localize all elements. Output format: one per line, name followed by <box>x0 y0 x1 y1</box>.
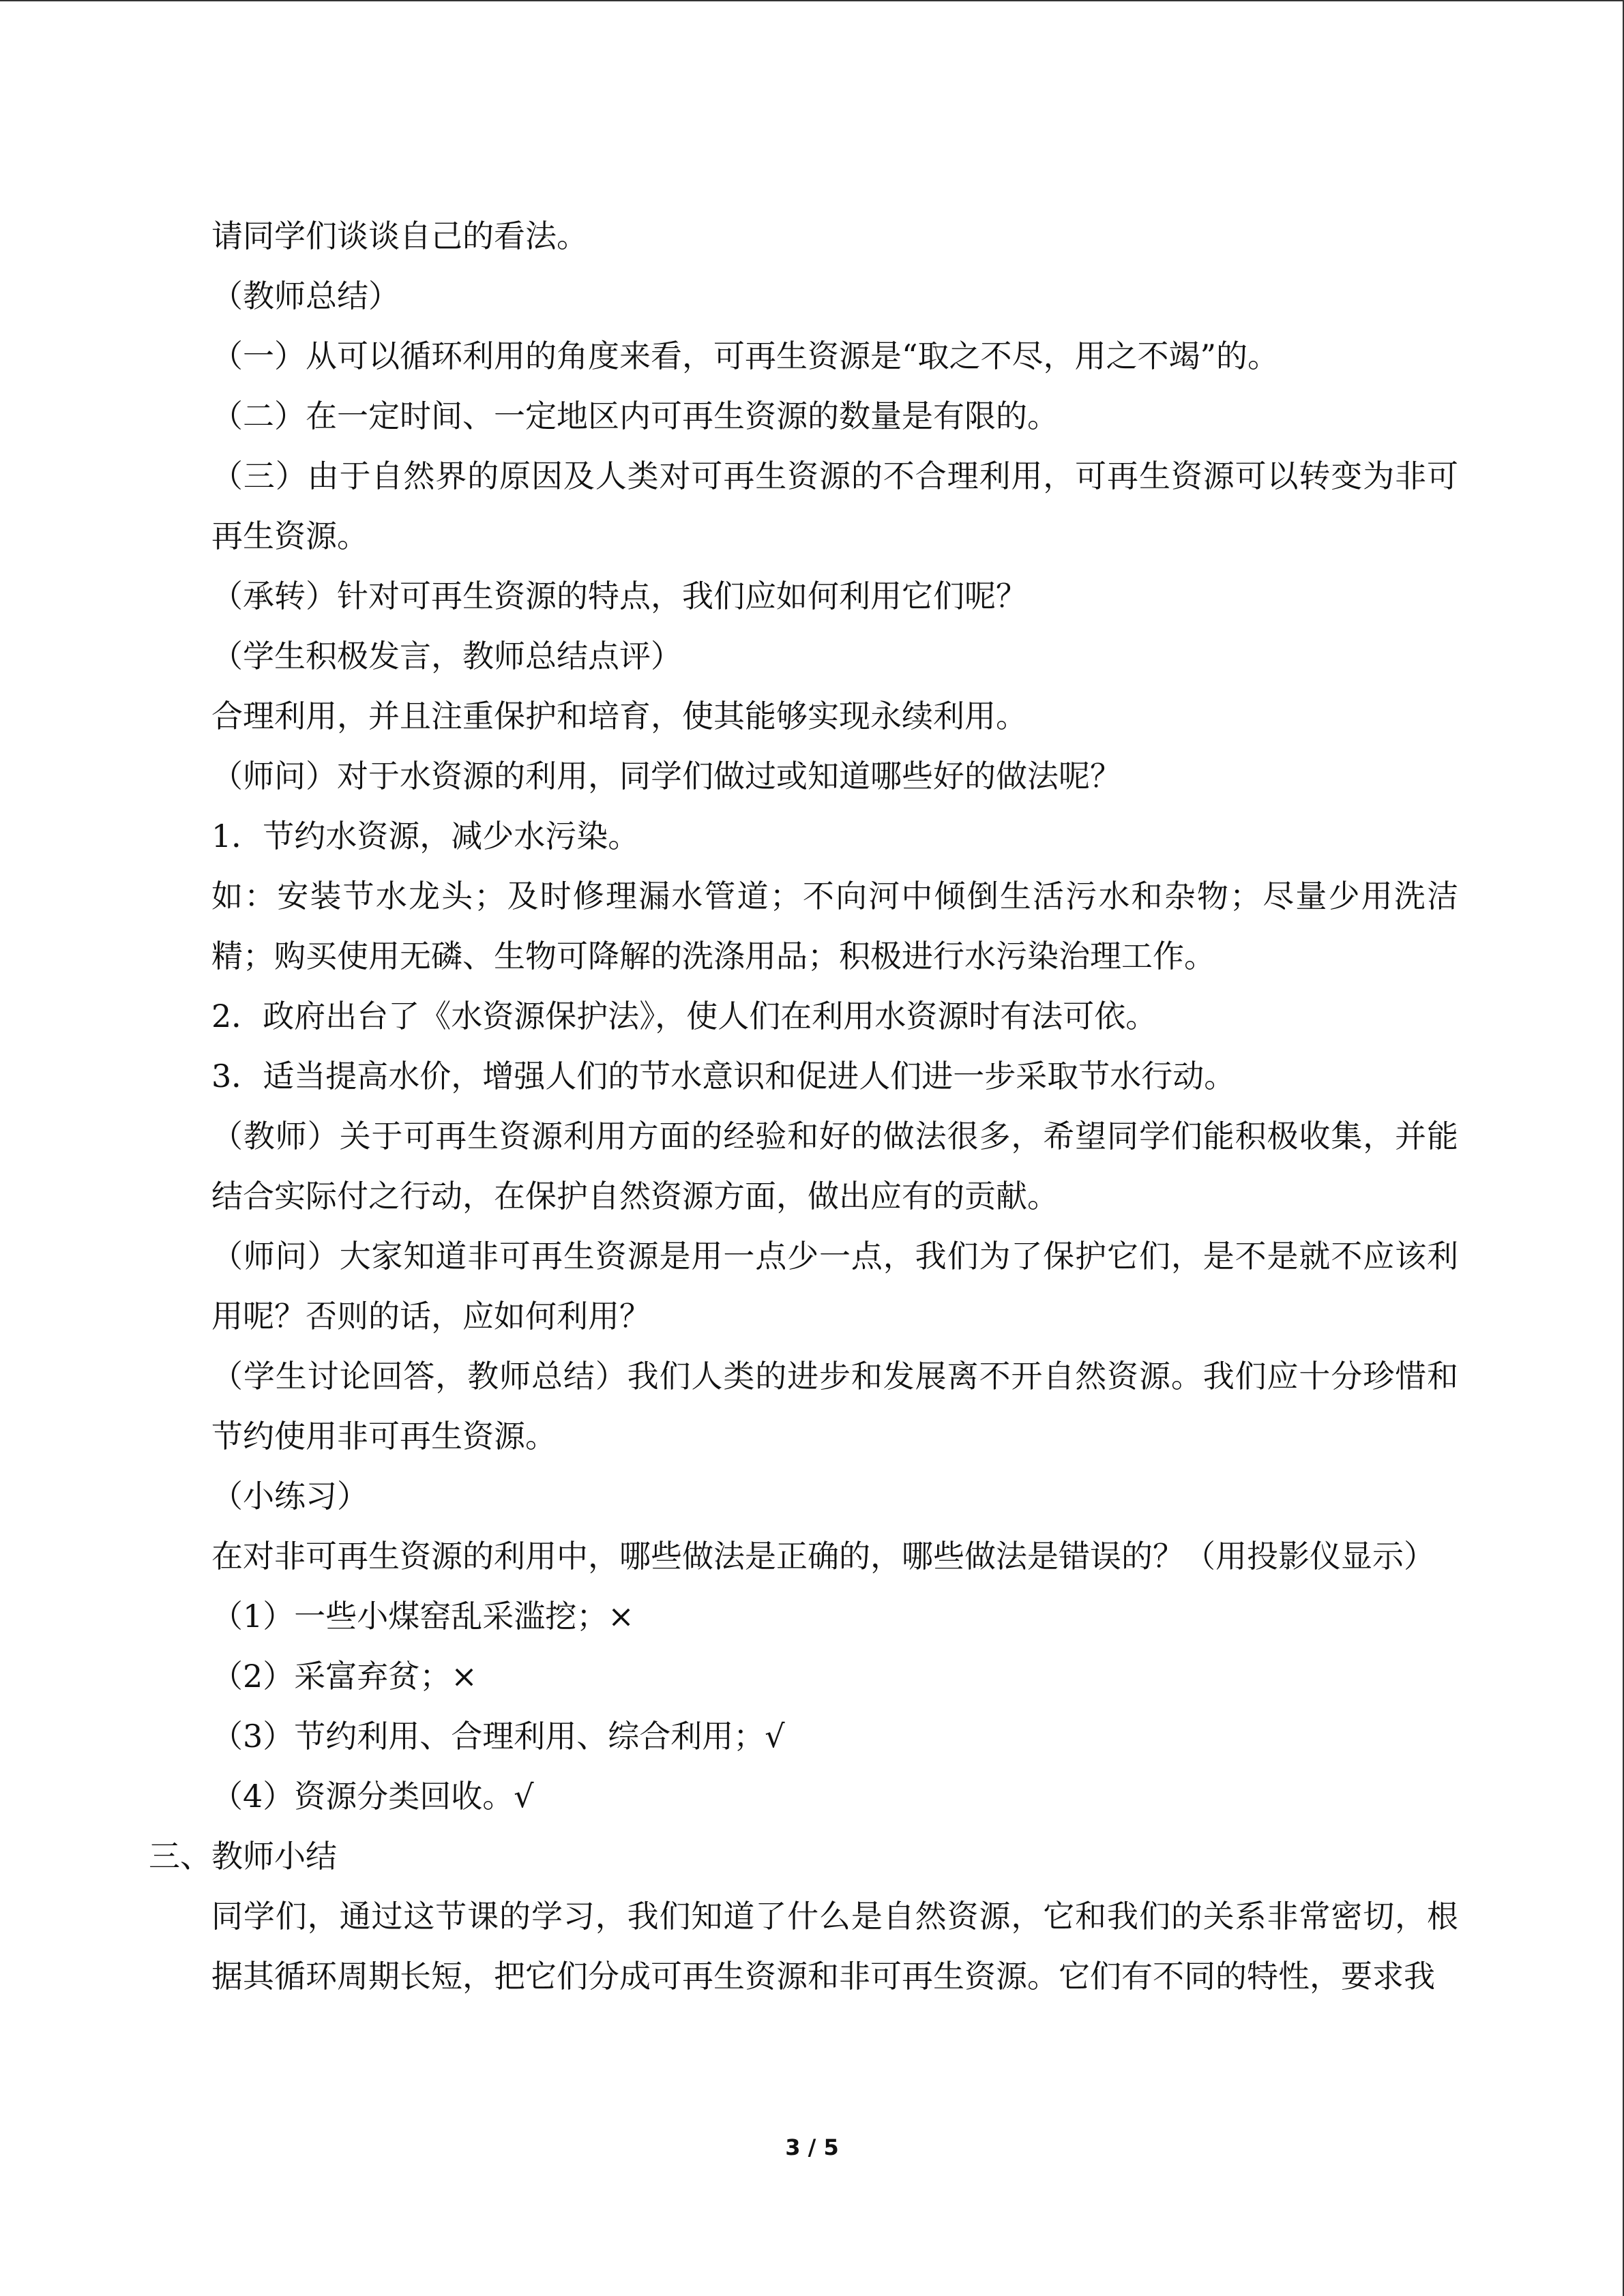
list-item: （1）一些小煤窑乱采滥挖；× <box>211 1598 634 1635</box>
paragraph: （一）从可以循环利用的角度来看，可再生资源是“取之不尽，用之不竭”的。 <box>211 338 1280 374</box>
paragraph: 在对非可再生资源的利用中，哪些做法是正确的，哪些做法是错误的？（用投影仪显示） <box>211 1538 1435 1575</box>
section-heading: 三、教师小结 <box>149 1838 337 1875</box>
paragraph: （学生讨论回答，教师总结）我们人类的进步和发展离不开自然资源。我们应十分珍惜和节约使用非可再生资源。 <box>211 1358 1458 1455</box>
paragraph: （教师总结） <box>211 278 400 314</box>
document-body <box>149 206 1458 2006</box>
paragraph: （教师）关于可再生资源利用方面的经验和好的做法很多，希望同学们能积极收集，并能结合实际付之行动，在保护自然资源方面，做出应有的贡献。 <box>211 1118 1458 1214</box>
paragraph: （三）由于自然界的原因及人类对可再生资源的不合理利用，可再生资源可以转变为非可再生资源。 <box>211 458 1458 554</box>
paragraph: 合理利用，并且注重保护和培育，使其能够实现永续利用。 <box>211 698 1027 734</box>
list-item: （4）资源分类回收。√ <box>211 1778 534 1815</box>
paragraph: （承转）针对可再生资源的特点，我们应如何利用它们呢？ <box>211 578 1027 614</box>
paragraph: （学生积极发言，教师总结点评） <box>211 638 682 674</box>
paragraph: （师问）大家知道非可再生资源是用一点少一点，我们为了保护它们，是不是就不应该利用呢？否则的话，应如何利用？ <box>211 1238 1458 1335</box>
paragraph: （小练习） <box>211 1478 368 1515</box>
list-item: （2）采富弃贫；× <box>211 1658 477 1695</box>
paragraph: （师问）对于水资源的利用，同学们做过或知道哪些好的做法呢？ <box>211 758 1121 794</box>
paragraph: 如：安装节水龙头；及时修理漏水管道；不向河中倾倒生活污水和杂物；尽量少用洗洁精；购买使用无磷、生物可降解的洗涤用品；积极进行水污染治理工作。 <box>211 878 1458 974</box>
paragraph: 同学们，通过这节课的学习，我们知道了什么是自然资源，它和我们的关系非常密切，根据其循环周期长短，把它们分成可再生资源和非可再生资源。它们有不同的特性，要求我 <box>211 1898 1458 1995</box>
list-item: 3．适当提高水价，增强人们的节水意识和促进人们进一步采取节水行动。 <box>211 1058 1236 1094</box>
paragraph: 请同学们谈谈自己的看法。 <box>211 218 588 254</box>
list-item: （3）节约利用、合理利用、综合利用；√ <box>211 1718 785 1755</box>
page-number: 3 / 5 <box>785 2134 839 2160</box>
list-item: 2．政府出台了《水资源保护法》，使人们在利用水资源时有法可依。 <box>211 998 1157 1034</box>
list-item: 1．节约水资源，减少水污染。 <box>211 818 640 854</box>
paragraph: （二）在一定时间、一定地区内可再生资源的数量是有限的。 <box>211 398 1059 434</box>
